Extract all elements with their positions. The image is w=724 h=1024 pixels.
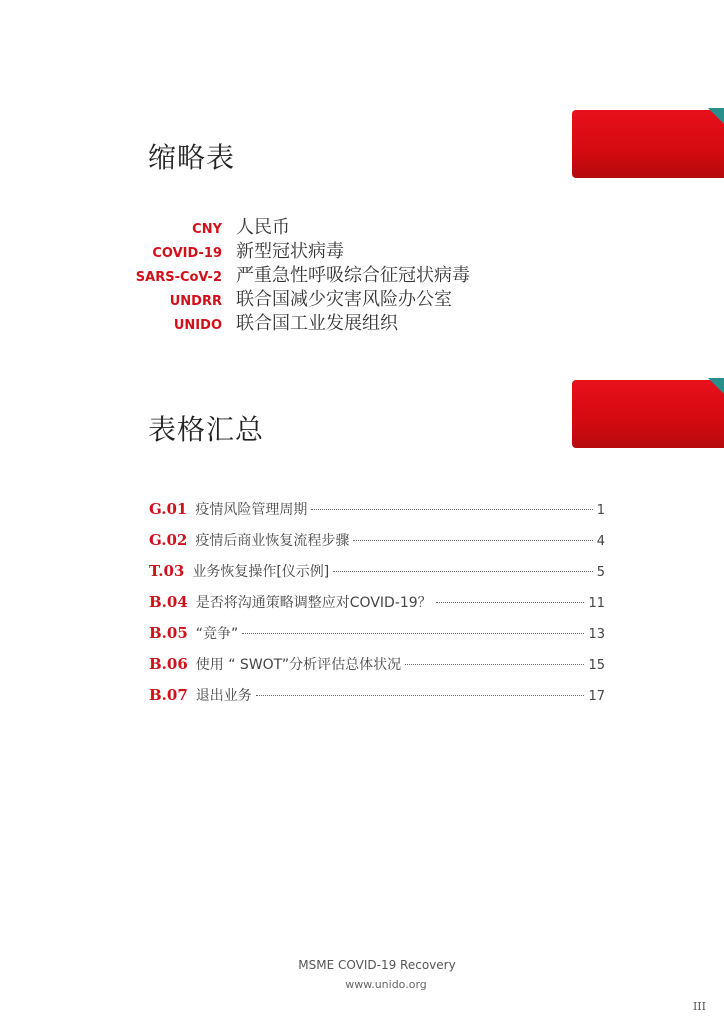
- toc-leader-dots: [353, 540, 592, 541]
- toc-entry-title[interactable]: 使用 “ SWOT”分析评估总体状况: [195, 657, 402, 673]
- abbreviation-definition: 人民币: [236, 217, 290, 238]
- abbreviation-row: [100, 309, 470, 333]
- tables-list: [149, 499, 605, 716]
- abbreviation-definition: 新型冠状病毒: [236, 241, 344, 262]
- toc-leader-dots: [256, 695, 585, 696]
- toc-entry[interactable]: [149, 530, 605, 561]
- abbreviation-row: [100, 285, 470, 309]
- toc-leader-dots: [405, 664, 584, 665]
- toc-entry[interactable]: [149, 561, 605, 592]
- toc-leader-dots: [333, 571, 592, 572]
- abbreviations-list: [100, 213, 470, 333]
- toc-entry-page[interactable]: 13: [588, 627, 605, 642]
- abbreviation-row: [100, 261, 470, 285]
- toc-entry-title[interactable]: 疫情后商业恢复流程步骤: [195, 533, 350, 549]
- abbreviation-code: COVID-19: [152, 246, 222, 261]
- toc-entry-title[interactable]: 退出业务: [195, 688, 252, 704]
- abbreviation-code: UNIDO: [173, 318, 222, 333]
- footer-url[interactable]: www.unido.org: [345, 978, 427, 991]
- toc-entry-title[interactable]: 业务恢复操作[仪示例]: [192, 564, 330, 580]
- toc-entry-page[interactable]: 11: [588, 596, 605, 611]
- toc-entry[interactable]: [149, 654, 605, 685]
- abbreviation-code: UNDRR: [169, 294, 222, 309]
- abbreviation-definition: 联合国工业发展组织: [236, 313, 398, 334]
- toc-entry-code: T.03: [149, 562, 185, 580]
- section-tab-abbreviations: [572, 110, 724, 178]
- toc-entry[interactable]: [149, 499, 605, 530]
- toc-entry-title[interactable]: 是否将沟通策略调整应对COVID-19？: [195, 595, 432, 611]
- section-tab-tables: [572, 380, 724, 448]
- toc-entry-page[interactable]: 15: [588, 658, 605, 673]
- abbreviation-definition: 严重急性呼吸综合征冠状病毒: [236, 265, 470, 286]
- toc-entry-title[interactable]: 疫情风险管理周期: [195, 502, 308, 518]
- toc-entry-page[interactable]: 17: [588, 689, 605, 704]
- toc-entry-code: G.02: [149, 531, 188, 549]
- toc-entry[interactable]: [149, 592, 605, 623]
- abbreviation-row: [100, 237, 470, 261]
- footer-title: MSME COVID-19 Recovery: [298, 958, 456, 972]
- abbreviation-row: [100, 213, 470, 237]
- abbreviation-code: SARS-CoV-2: [135, 270, 222, 285]
- toc-entry-code: B.06: [149, 655, 188, 673]
- page-number: III: [692, 1000, 706, 1013]
- toc-entry-page[interactable]: 4: [596, 534, 605, 549]
- abbreviation-definition: 联合国减少灾害风险办公室: [236, 289, 452, 310]
- toc-entry-code: B.04: [149, 593, 188, 611]
- toc-entry-code: B.07: [149, 686, 188, 704]
- abbreviations-heading: 缩略表: [148, 141, 236, 174]
- toc-entry-page[interactable]: 5: [596, 565, 605, 580]
- abbreviation-code: CNY: [192, 222, 222, 237]
- toc-entry[interactable]: [149, 685, 605, 716]
- toc-entry-title[interactable]: “竞争”: [195, 626, 239, 642]
- toc-leader-dots: [436, 602, 585, 603]
- toc-entry-code: G.01: [149, 500, 188, 518]
- toc-entry-code: B.05: [149, 624, 188, 642]
- toc-entry[interactable]: [149, 623, 605, 654]
- toc-leader-dots: [242, 633, 584, 634]
- tables-heading: 表格汇总: [148, 413, 265, 446]
- toc-entry-page[interactable]: 1: [596, 503, 605, 518]
- toc-leader-dots: [311, 509, 592, 510]
